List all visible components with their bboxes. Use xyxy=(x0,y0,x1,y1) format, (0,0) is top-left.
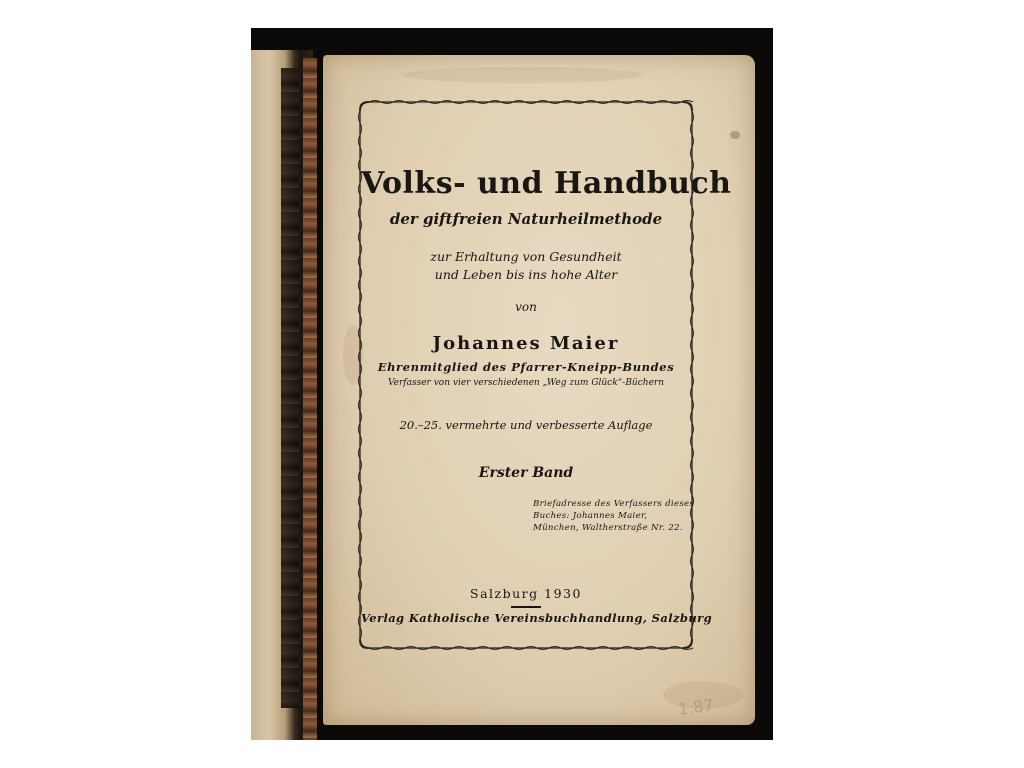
author-affiliation: Ehrenmitglied des Pfarrer-Kneipp-Bundes xyxy=(377,360,675,374)
address-line-1: Briefadresse des Verfassers dieses xyxy=(533,499,695,509)
book-title: Volks- und Handbuch xyxy=(361,166,732,201)
divider-rule xyxy=(511,606,541,608)
pencil-note: 1.87 xyxy=(676,695,715,719)
place-and-year: Salzburg 1930 xyxy=(470,586,582,601)
title-page xyxy=(323,55,755,725)
address-line-3: München, Waltherstraße Nr. 22. xyxy=(533,523,683,533)
author-name: Johannes Maier xyxy=(432,333,620,354)
book-subtitle: der giftfreien Naturheilmethode xyxy=(389,210,663,228)
page-edge xyxy=(303,58,317,740)
volume-label: Erster Band xyxy=(478,465,574,481)
edition-note: 20.–25. vermehrte und verbesserte Auflage xyxy=(399,418,653,432)
purpose-line-2: und Leben bis ins hohe Alter xyxy=(434,267,618,282)
author-other-works: Verfasser von vier verschiedenen „Weg zum Glück“-Büchern xyxy=(388,378,664,388)
address-line-2: Buches: Johannes Maier, xyxy=(533,511,648,521)
purpose-line-1: zur Erhaltung von Gesundheit xyxy=(430,249,622,264)
by-line: von xyxy=(515,300,537,314)
title-page-text xyxy=(361,106,732,646)
spine-damage xyxy=(281,68,299,708)
book-photo xyxy=(251,28,773,740)
publisher: Verlag Katholische Vereinsbuchhandlung, Salzburg xyxy=(361,611,713,625)
